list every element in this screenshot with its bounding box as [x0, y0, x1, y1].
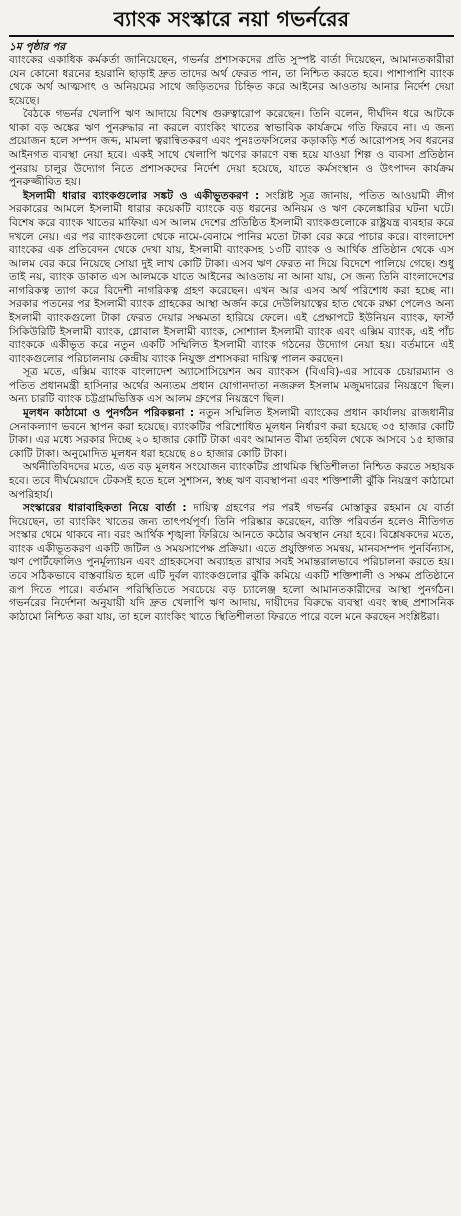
- paragraph-text: সূত্র মতে, এক্সিম ব্যাংক বাংলাদেশ অ্যাসোসিয়েশন অব ব্যাংকস (বিএবি)-এর সাবেক চেয়ারম্যান ও পতিত প্রধানমন্ত্রী হাসিনার অর্থের অন্যতম প্রধান যোগানদাতা নজরুল ইসলাম মজুমদারের নিয়ন্ত্রণে ছিল। অন্য চারটি ব্যাংক চট্টগ্রামভিত্তিক এস আলম গ্রুপের নিয়ন্ত্রণে ছিল।: [9, 366, 454, 406]
- paragraph-1: [9, 54, 454, 108]
- headline-divider: [9, 35, 454, 37]
- paragraph-2: [9, 108, 454, 189]
- paragraph-text: ব্যাংকের একাধিক কর্মকর্তা জানিয়েছেন, গভর্নর প্রশাসকদের প্রতি সুস্পষ্ট বার্তা দিয়েছেন, আমানতকারীরা যেন কোনো ধরনের হয়রানি ছাড়াই দ্রুত তাদের অর্থ ফেরত পান, তা নিশ্চিত করতে হবে। পাশাপাশি ব্যাংক থেকে অর্থ আত্মসাৎ ও অনিয়মের সাথে জড়িতদের চিহ্নিত করে আইনের আওতায় আনার নির্দেশ দেয়া হয়েছে।: [9, 54, 454, 107]
- paragraph-3: [9, 190, 454, 367]
- paragraph-text: নতুন সম্মিলিত ইসলামী ব্যাংকের প্রধান কার্যালয় রাজধানীর সেনাকল্যাণ ভবনে স্থাপন করা হয়েছে। ব্যাংকটির পরিশোধিত মূলধন নির্ধারণ করা হয়েছে ৩৫ হাজার কোটি টাকা। এর মধ্যে সরকার দিচ্ছে ২০ হাজার কোটি টাকা এবং আমানত বীমা তহবিল থেকে আসবে ১৫ হাজার কোটি টাকা। অনুমোদিত মূলধন ধরা হয়েছে ৪০ হাজার কোটি টাকা।: [9, 407, 454, 460]
- subhead-capital-structure: মূলধন কাঠামো ও পুনর্গঠন পরিকল্পনা :: [23, 407, 195, 420]
- subhead-reform-continuity: সংস্কারের ধারাবাহিকতা নিয়ে বার্তা :: [23, 502, 187, 515]
- paragraph-4: [9, 366, 454, 407]
- paragraph-7: [9, 502, 454, 624]
- headline: ব্যাংক সংস্কারে নয়া গভর্নরের: [113, 7, 350, 31]
- paragraph-text: দায়িত্ব গ্রহণের পর পরই গভর্নর মোস্তাকুর রহমান যে বার্তা দিয়েছেন, তা ব্যাংকিং খাতের জন্য তাৎপর্যপূর্ণ। তিনি পরিষ্কার করেছেন, ব্যক্তি পরিবর্তন হলেও নীতিগত সংস্কার থেমে থাকবে না। বরং আর্থিক শৃঙ্খলা ফিরিয়ে আনতে কঠোর অবস্থান নেয়া হবে। বিশ্লেষকদের মতে, ব্যাংক একীভূতকরণ একটি জটিল ও সময়সাপেক্ষ প্রক্রিয়া। এতে প্রযুক্তিগত সমন্বয়, মানবসম্পদ পুনর্বিন্যাস, ঋণ পোর্টফোলিও পুনর্মূল্যায়ন এবং গ্রাহকসেবা অব্যাহত রাখার সবই সমান্তরালভাবে পরিচালনা করতে হয়। তবে সঠিকভাবে বাস্তবায়িত হলে এটি দুর্বল ব্যাংকগুলোর ঝুঁকি কমিয়ে একটি শক্তিশালী ও সক্ষম প্রতিষ্ঠানে রূপ দিতে পারে। বর্তমান পরিস্থিতিতে সবচেয়ে বড় চ্যালেঞ্জ হলো আমানতকারীদের আস্থা পুনর্গঠন। গভর্নরের নির্দেশনা অনুযায়ী যদি দ্রুত খেলাপি ঋণ আদায়, দায়ীদের বিরুদ্ধে ব্যবস্থা এবং স্বচ্ছ প্রশাসনিক কাঠামো নিশ্চিত করা যায়, তা হলে ব্যাংকিং খাতে স্থিতিশীলতা ফিরতে পারে বলে মনে করছেন সংশ্লিষ্টরা।: [9, 502, 454, 623]
- paragraph-text: অর্থনীতিবিদদের মতে, এত বড় মূলধন সংযোজন ব্যাংকটির প্রাথমিক স্থিতিশীলতা নিশ্চিত করতে সহায়ক হবে। তবে দীর্ঘমেয়াদে টেকসই হতে হলে সুশাসন, স্বচ্ছ ঋণ ব্যবস্থাপনা এবং শক্তিশালী ঝুঁকি নিয়ন্ত্রণ কাঠামো অপরিহার্য।: [9, 461, 454, 501]
- paragraph-5: [9, 407, 454, 461]
- paragraph-6: [9, 461, 454, 502]
- subhead-islamic-banks: ইসলামী ধারার ব্যাংকগুলোর সঙ্কট ও একীভূতকরণ :: [23, 189, 260, 202]
- paragraph-text: সংশ্লিষ্ট সূত্র জানায়, পতিত আওয়ামী লীগ সরকারের আমলে ইসলামী ধারার কয়েকটি ব্যাংকে বড় ধরনের অনিয়ম ও ঋণ কেলেঙ্কারির ঘটনা ঘটে। বিশেষ করে ব্যাংক খাতের মাফিয়া এস আলম দেশের প্রতিষ্ঠিত ইসলামী ব্যাংকগুলোকে রাষ্ট্রযন্ত্র ব্যবহার করে দখলে নেয়। এর পর ব্যাংকগুলো থেকে নামে-বেনামে পানির মতো টাকা বের করে পাচার করে। বাংলাদেশ ব্যাংকের এক প্রতিবেদন থেকে দেখা যায়, ইসলামী ব্যাংকসহ ১৩টি ব্যাংক ও আর্থিক প্রতিষ্ঠান থেকে এস আলম বের করে নিয়েছে সোয়া দুই লাখ কোটি টাকা। এসব ঋণ ফেরত না দিয়ে বিদেশে পালিয়ে গেছে। শুধু তাই নয়, ব্যাংক ডাকাত এস আলমকে যাতে আইনের আওতায় না আনা যায়, সে জন্য তিনি বাংলাদেশের নাগরিকত্ব ত্যাগ করে বিদেশী নাগরিকত্ব গ্রহণ করেছেন। এখন আর এসব অর্থ পরিশোধ করা হচ্ছে না। সরকার পতনের পর ইসলামী ব্যাংক গ্রাহকের আস্থা অর্জন করে দেউলিয়াত্বের হাত থেকে রক্ষা পেলেও অন্য ইসলামী ব্যাংকগুলো টাকা ফেরত দেয়ার সক্ষমতা হারিয়ে ফেলে। এই প্রেক্ষাপটে ইউনিয়ন ব্যাংক, ফার্স্ট সিকিউরিটি ইসলামী ব্যাংক, গ্লোবাল ইসলামী ব্যাংক, সোশ্যাল ইসলামী ব্যাংক এবং এক্সিম ব্যাংক, এই পাঁচ ব্যাংককে একীভূত করে নতুন একটি সম্মিলিত ইসলামী ব্যাংক গঠনের উদ্যোগ নেয়া হয়। বর্তমানে এই ব্যাংকগুলোর পরিচালনায় কেন্দ্রীয় ব্যাংক নিযুক্ত প্রশাসকরা দায়িত্ব পালন করছেন।: [9, 189, 454, 365]
- paragraph-text: বৈঠকে গভর্নর খেলাপি ঋণ আদায়ে বিশেষ গুরুত্বারোপ করেছেন। তিনি বলেন, দীর্ঘদিন ধরে আটকে থাকা বড় অঙ্কের ঋণ পুনরুদ্ধার না করলে ব্যাংকিং খাতের স্বাভাবিক কার্যক্রমে গতি ফিরবে না। এ জন্য প্রয়োজন হলে সম্পদ জব্দ, মামলা ত্বরান্বিতকরণ এবং পুনঃতফসিলের কড়াকড়ি শর্ত আরোপসহ সব ধরনের আইনগত ব্যবস্থা নেয়া হবে। একই সাথে খেলাপি ঋণের কারণে বন্ধ হয়ে যাওয়া শিল্প ও ব্যবসা প্রতিষ্ঠান পুনরায় চালুর উদ্যোগ নিতে প্রশাসকদের নির্দেশ দেয়া হয়েছে, যাতে কর্মসংস্থান ও উৎপাদন কার্যক্রম পুনরুজ্জীবিত হয়।: [9, 108, 454, 189]
- continued-from-label: ১ম পৃষ্ঠার পর: [9, 41, 66, 53]
